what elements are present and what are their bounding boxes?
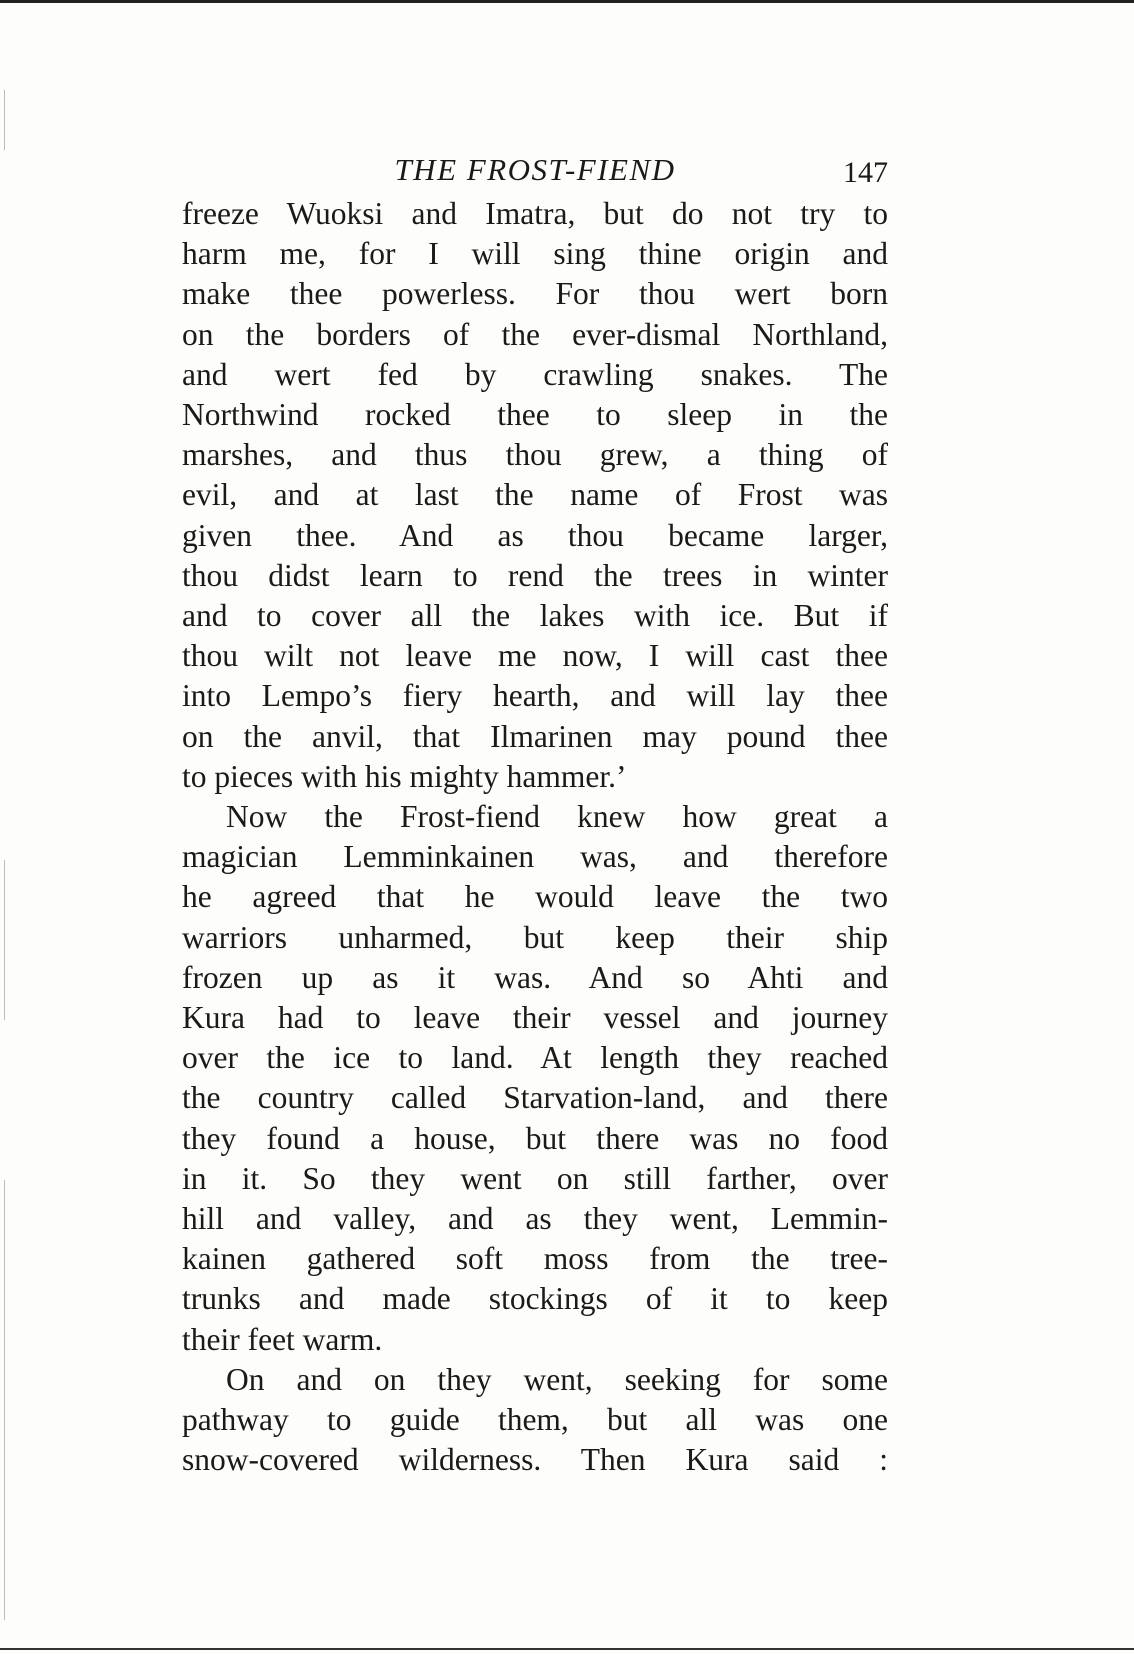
text-line: to pieces with his mighty hammer.’ (182, 758, 627, 794)
paragraph-1 (182, 194, 888, 797)
book-page (182, 150, 888, 1481)
text-line: they found a house, but there was no food (182, 1120, 888, 1156)
running-title: THE FROST-FIEND (394, 152, 676, 187)
text-line: their feet warm. (182, 1321, 383, 1357)
gutter-mark (4, 1180, 5, 1620)
text-line: make thee powerless. For thou wert born (182, 276, 888, 312)
text-line: frozen up as it was. And so Ahti and (182, 959, 888, 995)
text-line: kainen gathered soft moss from the tree- (182, 1241, 888, 1277)
gutter-mark (4, 90, 5, 150)
text-line: Kura had to leave their vessel and journey (182, 1000, 888, 1036)
text-line: given thee. And as thou became larger, (182, 517, 888, 553)
text-line: into Lempo’s fiery hearth, and will lay thee (182, 678, 888, 714)
paragraph-2 (182, 797, 888, 1360)
text-line: magician Lemminkainen was, and therefore (182, 839, 888, 875)
text-line: on the borders of the ever-dismal Northland, (182, 316, 888, 352)
text-line: thou didst learn to rend the trees in winter (182, 557, 888, 593)
text-line: marshes, and thus thou grew, a thing of (182, 437, 888, 473)
page-number: 147 (843, 156, 888, 189)
bottom-border-rule (0, 1648, 1134, 1650)
text-line: pathway to guide them, but all was one (182, 1402, 888, 1438)
text-line: and wert fed by crawling snakes. The (182, 356, 888, 392)
paragraph-3 (182, 1360, 888, 1481)
text-line: hill and valley, and as they went, Lemmin- (182, 1201, 888, 1237)
text-line: on the anvil, that Ilmarinen may pound thee (182, 718, 888, 754)
text-line: the country called Starvation-land, and there (182, 1080, 888, 1116)
text-line: over the ice to land. At length they reached (182, 1040, 888, 1076)
text-line: in it. So they went on still farther, over (182, 1160, 888, 1196)
text-line: On and on they went, seeking for some (226, 1361, 888, 1397)
text-line: trunks and made stockings of it to keep (182, 1281, 888, 1317)
body-text (182, 194, 888, 1481)
text-line: evil, and at last the name of Frost was (182, 477, 888, 513)
text-line: thou wilt not leave me now, I will cast thee (182, 638, 888, 674)
text-line: Northwind rocked thee to sleep in the (182, 397, 888, 433)
running-head (182, 150, 888, 194)
text-line: freeze Wuoksi and Imatra, but do not try to (182, 196, 888, 231)
top-border-rule (0, 0, 1134, 3)
text-line: warriors unharmed, but keep their ship (182, 919, 888, 955)
text-line: harm me, for I will sing thine origin and (182, 236, 888, 272)
text-line: he agreed that he would leave the two (182, 879, 888, 915)
text-line: snow-covered wilderness. Then Kura said : (182, 1442, 888, 1478)
gutter-mark (4, 860, 5, 1020)
text-line: Now the Frost-fiend knew how great a (226, 799, 888, 835)
text-line: and to cover all the lakes with ice. But if (182, 598, 888, 634)
